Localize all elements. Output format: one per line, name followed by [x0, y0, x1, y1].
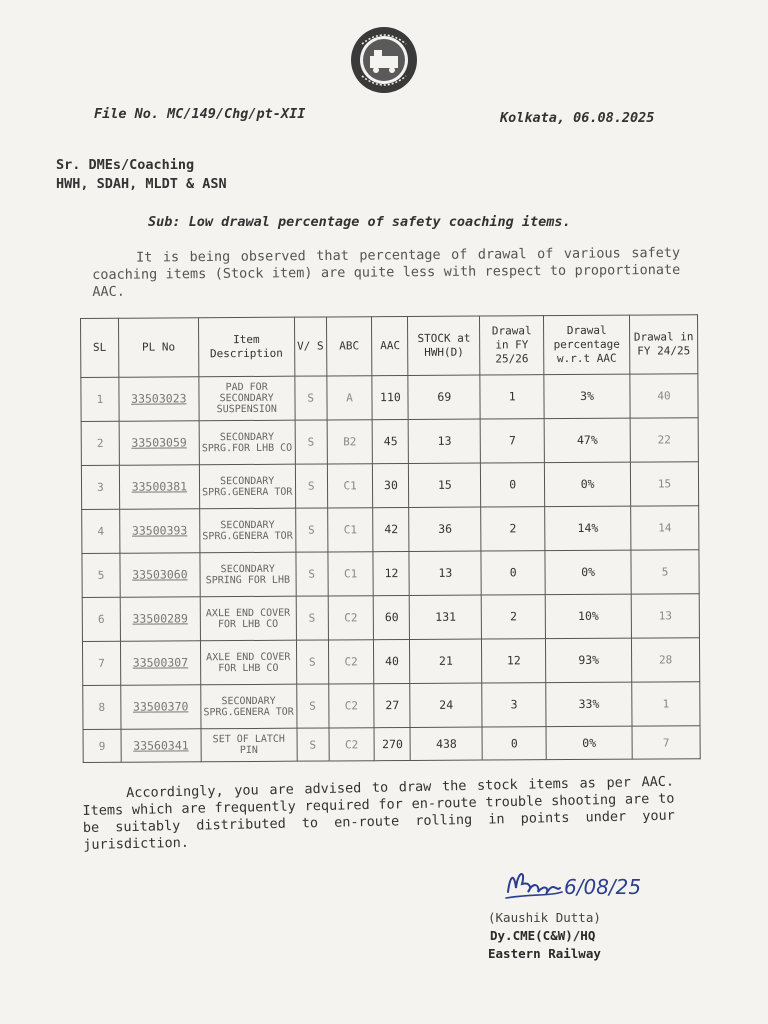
table-row: [82, 506, 699, 554]
place-date: Kolkata, 06.08.2025: [500, 110, 655, 126]
cell-sl: 7: [82, 641, 120, 685]
signatory-organisation: Eastern Railway: [488, 946, 601, 961]
cell-pl-no: 33500307: [120, 641, 200, 685]
col-vs: V/ S: [294, 317, 326, 376]
cell-sl: 8: [83, 685, 121, 729]
cell-drawal-fy2526: 0: [481, 551, 545, 595]
cell-pl-no: 33500393: [120, 509, 200, 553]
table-row: [81, 462, 698, 510]
cell-drawal-fy2425: 28: [632, 638, 700, 682]
cell-drawal-fy2526: 2: [481, 595, 545, 639]
cell-vs: S: [296, 640, 328, 684]
cell-drawal-fy2526: 1: [480, 375, 544, 419]
addressee-line-2: HWH, SDAH, MLDT & ASN: [56, 176, 227, 192]
handwritten-signature: [500, 858, 650, 906]
cell-description: SET OF LATCH PIN: [201, 728, 297, 762]
cell-abc: C2: [328, 684, 374, 728]
table-row: [82, 638, 699, 686]
col-drawal-fy2526: Drawal in FY 25/26: [480, 316, 544, 375]
cell-aac: 27: [374, 683, 410, 727]
cell-drawal-pct: 93%: [546, 638, 632, 683]
cell-vs: S: [295, 376, 327, 420]
cell-pl-no: 33503060: [120, 553, 200, 597]
cell-vs: S: [296, 552, 328, 596]
cell-stock: 13: [409, 419, 481, 463]
cell-aac: 12: [373, 551, 409, 595]
cell-description: SECONDARY SPRG.GENERA TOR: [201, 684, 297, 729]
cell-pl-no: 33503023: [119, 377, 199, 421]
cell-abc: C1: [327, 508, 373, 552]
cell-sl: 4: [82, 509, 120, 553]
cell-sl: 3: [81, 465, 119, 509]
cell-stock: 24: [410, 683, 482, 727]
table-row: [82, 550, 699, 598]
col-drawal-fy2425: Drawal in FY 24/25: [630, 315, 698, 374]
cell-abc: C2: [329, 728, 375, 761]
cell-abc: B2: [327, 420, 373, 464]
cell-drawal-pct: 10%: [545, 594, 631, 639]
cell-vs: S: [296, 596, 328, 640]
cell-drawal-pct: 0%: [545, 550, 631, 595]
cell-drawal-fy2425: 40: [630, 374, 698, 418]
col-stock: STOCK at HWH(D): [408, 316, 480, 375]
cell-drawal-fy2425: 15: [630, 462, 698, 506]
cell-aac: 110: [372, 375, 408, 419]
cell-stock: 13: [409, 551, 481, 595]
cell-stock: 36: [409, 507, 481, 551]
table-row: [81, 418, 698, 466]
cell-stock: 15: [409, 463, 481, 507]
cell-drawal-pct: 0%: [546, 726, 632, 760]
signatory-designation: Dy.CME(C&W)/HQ: [490, 928, 596, 943]
signatory-name: (Kaushik Dutta): [488, 910, 601, 925]
col-drawal-percentage: Drawal percentage w.r.t AAC: [544, 315, 630, 375]
cell-vs: S: [295, 464, 327, 508]
col-sl: SL: [81, 318, 119, 377]
cell-sl: 1: [81, 377, 119, 421]
cell-pl-no: 33500289: [120, 597, 200, 641]
cell-aac: 40: [374, 639, 410, 683]
cell-drawal-fy2425: 7: [632, 726, 700, 759]
cell-description: SECONDARY SPRING FOR LHB: [200, 552, 296, 597]
cell-pl-no: 33500370: [121, 685, 201, 729]
cell-description: SECONDARY SPRG.FOR LHB CO: [199, 420, 295, 465]
col-pl-no: PL No: [118, 318, 198, 377]
cell-stock: 438: [410, 727, 482, 760]
body-paragraph-2: [82, 774, 675, 854]
table-row: [83, 726, 700, 763]
cell-description: AXLE END COVER FOR LHB CO: [200, 640, 296, 685]
body-paragraph-1: [92, 245, 680, 301]
cell-aac: 30: [373, 463, 409, 507]
table-row: [81, 374, 698, 422]
cell-drawal-fy2526: 3: [482, 683, 546, 727]
cell-stock: 131: [410, 595, 482, 639]
cell-description: SECONDARY SPRG.GENERA TOR: [199, 508, 295, 553]
cell-vs: S: [297, 728, 329, 761]
cell-drawal-fy2425: 13: [631, 594, 699, 638]
col-abc: ABC: [326, 317, 372, 376]
cell-drawal-fy2526: 0: [481, 463, 545, 507]
cell-abc: C1: [327, 464, 373, 508]
cell-drawal-fy2425: 22: [630, 418, 698, 462]
cell-vs: S: [295, 420, 327, 464]
cell-description: PAD FOR SECONDARY SUSPENSION: [199, 376, 295, 421]
cell-drawal-pct: 0%: [545, 462, 631, 507]
cell-drawal-fy2526: 0: [482, 727, 546, 760]
col-item-description: Item Description: [198, 317, 294, 377]
body-paragraph-1-text: It is being observed that percentage of drawal of various safety coaching items (Stock item) are quite less with respect to proportionate AAC.: [92, 244, 681, 300]
cell-drawal-pct: 33%: [546, 682, 632, 727]
cell-sl: 2: [81, 421, 119, 465]
cell-abc: A: [326, 376, 372, 420]
col-aac: AAC: [372, 316, 408, 375]
addressee: [56, 156, 227, 194]
cell-aac: 45: [373, 419, 409, 463]
cell-vs: S: [295, 508, 327, 552]
cell-drawal-fy2526: 7: [480, 419, 544, 463]
cell-aac: 270: [374, 727, 410, 760]
file-number: File No. MC/149/Chg/pt-XII: [94, 106, 306, 122]
cell-aac: 60: [374, 595, 410, 639]
cell-drawal-fy2526: 12: [482, 639, 546, 683]
cell-stock: 21: [410, 639, 482, 683]
cell-drawal-fy2425: 5: [631, 550, 699, 594]
indian-railways-logo: [348, 24, 420, 96]
table-row: [83, 682, 700, 730]
cell-pl-no: 33500381: [119, 465, 199, 509]
cell-pl-no: 33503059: [119, 421, 199, 465]
cell-abc: C2: [328, 640, 374, 684]
items-table: [80, 314, 701, 763]
table-header-row: [81, 315, 698, 378]
cell-drawal-pct: 14%: [545, 506, 631, 551]
cell-vs: S: [296, 684, 328, 728]
cell-drawal-fy2425: 14: [631, 506, 699, 550]
cell-drawal-fy2425: 1: [632, 682, 700, 726]
cell-description: AXLE END COVER FOR LHB CO: [200, 596, 296, 641]
cell-stock: 69: [408, 375, 480, 419]
cell-sl: 9: [83, 729, 121, 762]
cell-pl-no: 33560341: [121, 729, 201, 762]
body-paragraph-2-text: Accordingly, you are advised to draw the stock items as per AAC. Items which are frequently required for en-route trouble shooting are to be suitably distributed to en-route rolling in points under your jurisdiction.: [82, 773, 675, 853]
cell-drawal-pct: 3%: [544, 374, 630, 419]
cell-sl: 6: [82, 597, 120, 641]
subject-line: Sub: Low drawal percentage of safety coaching items.: [148, 214, 571, 230]
table-row: [82, 594, 699, 642]
addressee-line-1: Sr. DMEs/Coaching: [56, 157, 195, 173]
cell-sl: 5: [82, 553, 120, 597]
cell-abc: C2: [328, 596, 374, 640]
cell-aac: 42: [373, 507, 409, 551]
signature-date: 6/08/25: [564, 875, 642, 899]
cell-drawal-pct: 47%: [544, 418, 630, 463]
cell-description: SECONDARY SPRG.GENERA TOR: [199, 464, 295, 509]
cell-abc: C1: [328, 552, 374, 596]
cell-drawal-fy2526: 2: [481, 507, 545, 551]
